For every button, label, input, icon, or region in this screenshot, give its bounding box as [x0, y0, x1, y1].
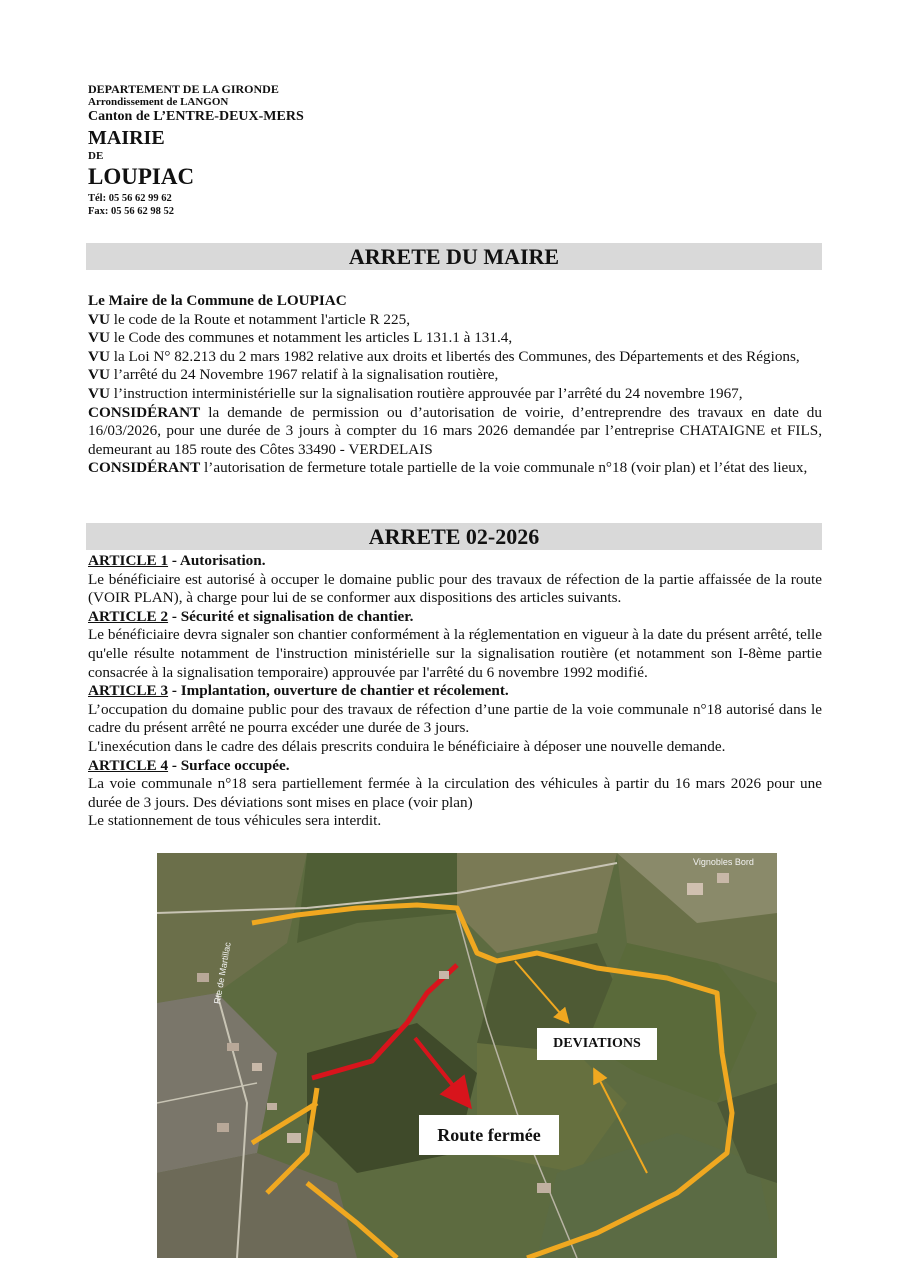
vu-text: l’arrêté du 24 Novembre 1967 relatif à la signalisation routière, [109, 366, 499, 384]
place-label-vignobles: Vignobles Bord [693, 857, 754, 867]
article-label: ARTICLE 4 [88, 756, 169, 774]
article-4-heading [88, 757, 822, 776]
deviations-label: DEVIATIONS [537, 1028, 657, 1060]
vu-label: VU [88, 366, 110, 384]
road-label-martillac: Rte de Martillac [212, 941, 233, 1005]
vu-text: le code de la Route et notamment l'article R 225, [109, 310, 411, 328]
considerant-1 [88, 404, 822, 460]
article-3-text-2: L'inexécution dans le cadre des délais prescrits conduira le bénéficiaire à déposer une nouvelle demande. [88, 737, 726, 755]
preamble [88, 292, 822, 478]
vu-text: l’instruction interministérielle sur la signalisation routière approuvée par l’arrêté du 24 novembre 1967, [109, 384, 743, 402]
article-4-text-1: La voie communale n°18 sera partiellement fermée à la circulation des véhicules à partir du 16 mars 2026 pour une durée de 3 jours. Des déviations sont mises en place (voir plan) [88, 775, 822, 811]
article-label: ARTICLE 3 [88, 682, 169, 700]
vu-text: la Loi N° 82.213 du 2 mars 1982 relative aux droits et libertés des Communes, des Départements et des Régions, [109, 347, 800, 365]
commune-name: LOUPIAC [88, 164, 195, 189]
vu-label: VU [88, 310, 110, 328]
phone-number: Tél: 05 56 62 99 62 [88, 193, 172, 204]
considerant-text: la demande de permission ou d’autorisation de voirie, d’entreprendre des travaux en date du 16/03/2026, pour une durée de 3 jours à compter du 16 mars 2026 demandée par l’entreprise CHATAIGNE et FILS, demeurant au 185 route des Côtes 33490 - VERDELAIS [88, 403, 822, 458]
site-map [157, 853, 777, 1258]
letterhead [88, 83, 304, 219]
considerant-2 [88, 459, 822, 478]
article-label: ARTICLE 2 [88, 607, 169, 625]
article-2-heading [88, 608, 822, 627]
vu-label: VU [88, 384, 110, 402]
article-3-text-1: L’occupation du domaine public pour des travaux de réfection d’une partie de la voie communale n°18 autorisé dans le cadre du présent arrêté ne pourra excéder une durée de 3 jours. [88, 700, 822, 737]
vu-line-4 [88, 366, 822, 385]
vu-line-2 [88, 329, 822, 348]
considerant-label: CONSIDÉRANT [88, 403, 201, 421]
article-title: - Surface occupée. [168, 756, 290, 774]
vu-label: VU [88, 347, 110, 365]
arrondissement: Arrondissement de LANGON [88, 96, 229, 108]
vu-line-1 [88, 311, 822, 330]
vu-line-3 [88, 348, 822, 367]
article-2-text: Le bénéficiaire devra signaler son chantier conformément à la réglementation en vigueur à la date du présent arrêté, telle qu'elle résulte notamment de l'instruction ministérielle sur la signalisation routière (et notamment son I-8ème partie consacrée à la signalisation temporaire) approuvée par l'arrêté du 6 novembre 1992 modifié. [88, 626, 822, 681]
article-title: - Sécurité et signalisation de chantier. [168, 607, 414, 625]
article-title: - Implantation, ouverture de chantier et récolement. [168, 682, 509, 700]
mairie-title: MAIRIE [88, 127, 165, 149]
aerial-map-image [157, 853, 777, 1258]
arrete-number: ARRETE 02-2026 [86, 523, 822, 550]
page-title: ARRETE DU MAIRE [86, 243, 822, 270]
article-1-heading [88, 552, 822, 571]
articles [88, 552, 822, 831]
preamble-heading: Le Maire de la Commune de LOUPIAC [88, 292, 347, 309]
article-3-heading [88, 682, 822, 701]
article-4-text-2: Le stationnement de tous véhicules sera interdit. [88, 812, 382, 830]
department: DEPARTEMENT DE LA GIRONDE [88, 82, 279, 96]
route-closed-label: Route fermée [419, 1115, 559, 1155]
article-title: - Autorisation. [168, 552, 266, 569]
article-1-text: Le bénéficiaire est autorisé à occuper le domaine public pour des travaux de réfection de la partie affaissée de la route (VOIR PLAN), à charge pour lui de se conformer aux dispositions des articles suivants. [88, 570, 822, 607]
vu-text: le Code des communes et notamment les articles L 131.1 à 131.4, [109, 329, 513, 347]
fax-number: Fax: 05 56 62 98 52 [88, 205, 175, 217]
vu-label: VU [88, 329, 110, 347]
mairie-de: DE [88, 150, 104, 162]
considerant-label: CONSIDÉRANT [88, 459, 201, 477]
article-label: ARTICLE 1 [88, 552, 169, 569]
vu-line-5 [88, 385, 822, 404]
canton: Canton de L’ENTRE-DEUX-MERS [88, 109, 304, 124]
considerant-text: l’autorisation de fermeture totale partielle de la voie communale n°18 (voir plan) et l’état des lieux, [200, 459, 808, 477]
